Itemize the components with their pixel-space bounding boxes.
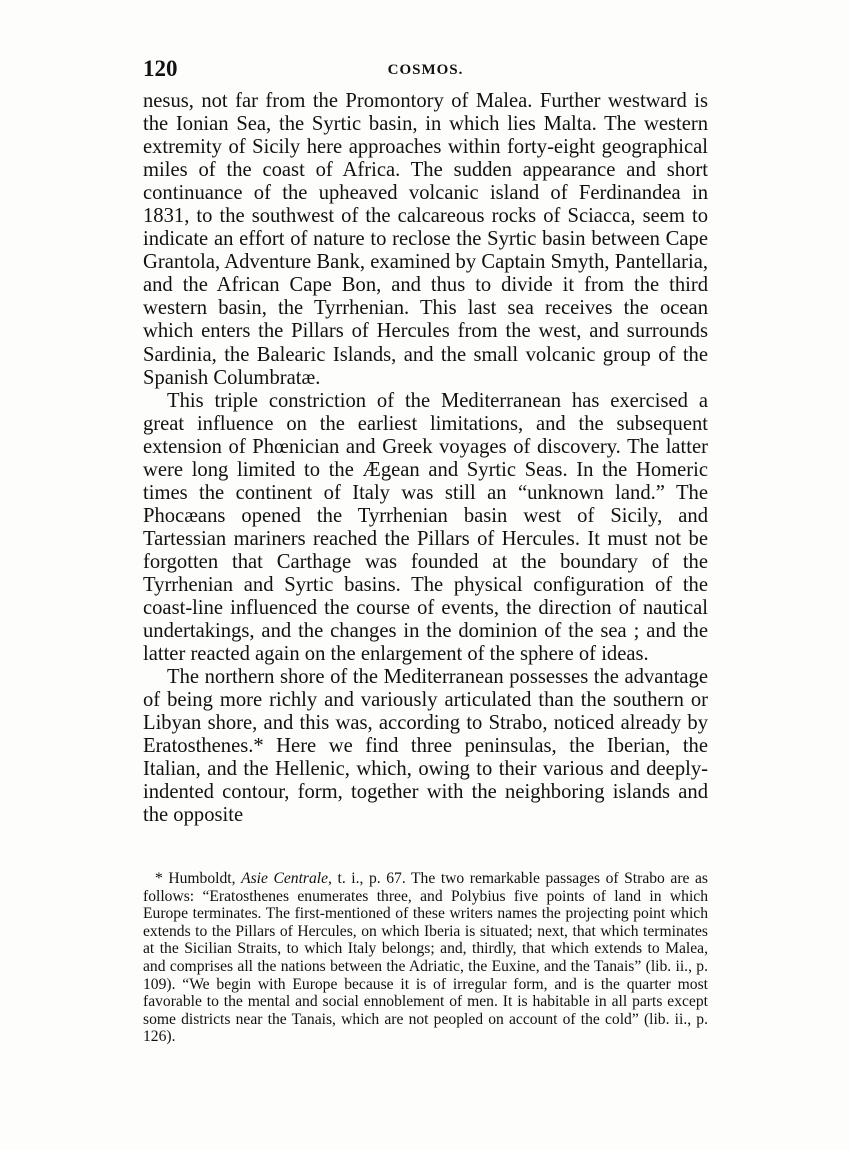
running-title: COSMOS.: [387, 62, 464, 78]
paragraph: nesus, not far from the Promontory of Malea. Further westward is the Ionian Sea, the Syrtic basin, in which lies Malta. The western extremity of Sicily here approaches within forty-eight geographical miles of the coast of Africa. The sudden appearance and short continuance of the upheaved volcanic island of Ferdinandea in 1831, to the southwest of the calcareous rocks of Sciacca, seem to indicate an effort of nature to reclose the Syrtic basin between Cape Grantola, Adventure Bank, examined by Captain Smyth, Pantellaria, and the African Cape Bon, and thus to divide it from the third western basin, the Tyrrhenian. This last sea receives the ocean which enters the Pillars of Hercules from the west, and surrounds Sardinia, the Balearic Islands, and the small volcanic group of the Spanish Columbratæ.: [143, 90, 708, 389]
footnote-work-title: Asie Centrale: [241, 870, 329, 887]
footnote-lead: * Humboldt,: [155, 870, 242, 887]
main-text: [143, 90, 708, 828]
page-header: [143, 56, 708, 86]
paragraph: The northern shore of the Mediterranean possesses the advantage of being more richly and variously articulated than the southern or Libyan shore, and this was, according to Strabo, noticed already by Eratosthenes.* Here we find three peninsulas, the Iberian, the Italian, and the Hellenic, which, owing to their various and deeply-indented contour, form, together with the neighboring islands and the opposite: [143, 666, 708, 827]
footnote: [143, 870, 708, 1046]
page-number: 120: [143, 56, 178, 81]
paragraph: This triple constriction of the Mediterranean has exercised a great influence on the earliest limitations, and the subsequent extension of Phœnician and Greek voyages of discovery. The latter were long limited to the Ægean and Syrtic Seas. In the Homeric times the continent of Italy was still an “unknown land.” The Phocæans opened the Tyrrhenian basin west of Sicily, and Tartessian mariners reached the Pillars of Hercules. It must not be forgotten that Carthage was founded at the boundary of the Tyrrhenian and Syrtic basins. The physical configuration of the coast-line influenced the course of events, the direction of nautical undertakings, and the changes in the dominion of the sea ; and the latter reacted again on the enlargement of the sphere of ideas.: [143, 389, 708, 666]
footnote-paragraph: [143, 870, 708, 1046]
footnote-text: , t. i., p. 67. The two remarkable passages of Strabo are as follows: “Eratosthenes enumerates three, and Polybius five points of land in which Europe terminates. The first-mentioned of these writers names the projecting point which extends to the Pillars of Hercules, on which Iberia is situated; next, that which terminates at the Sicilian Straits, to which Italy belongs; and, thirdly, that which extends to Malea, and comprises all the nations between the Adriatic, the Euxine, and the Tanais” (lib. ii., p. 109). “We begin with Europe because it is of irregular form, and is the quarter most favorable to the mental and social ennoblement of men. It is habitable in all parts except some districts near the Tanais, which are not peopled on account of the cold” (lib. ii., p. 126).: [143, 870, 708, 1046]
